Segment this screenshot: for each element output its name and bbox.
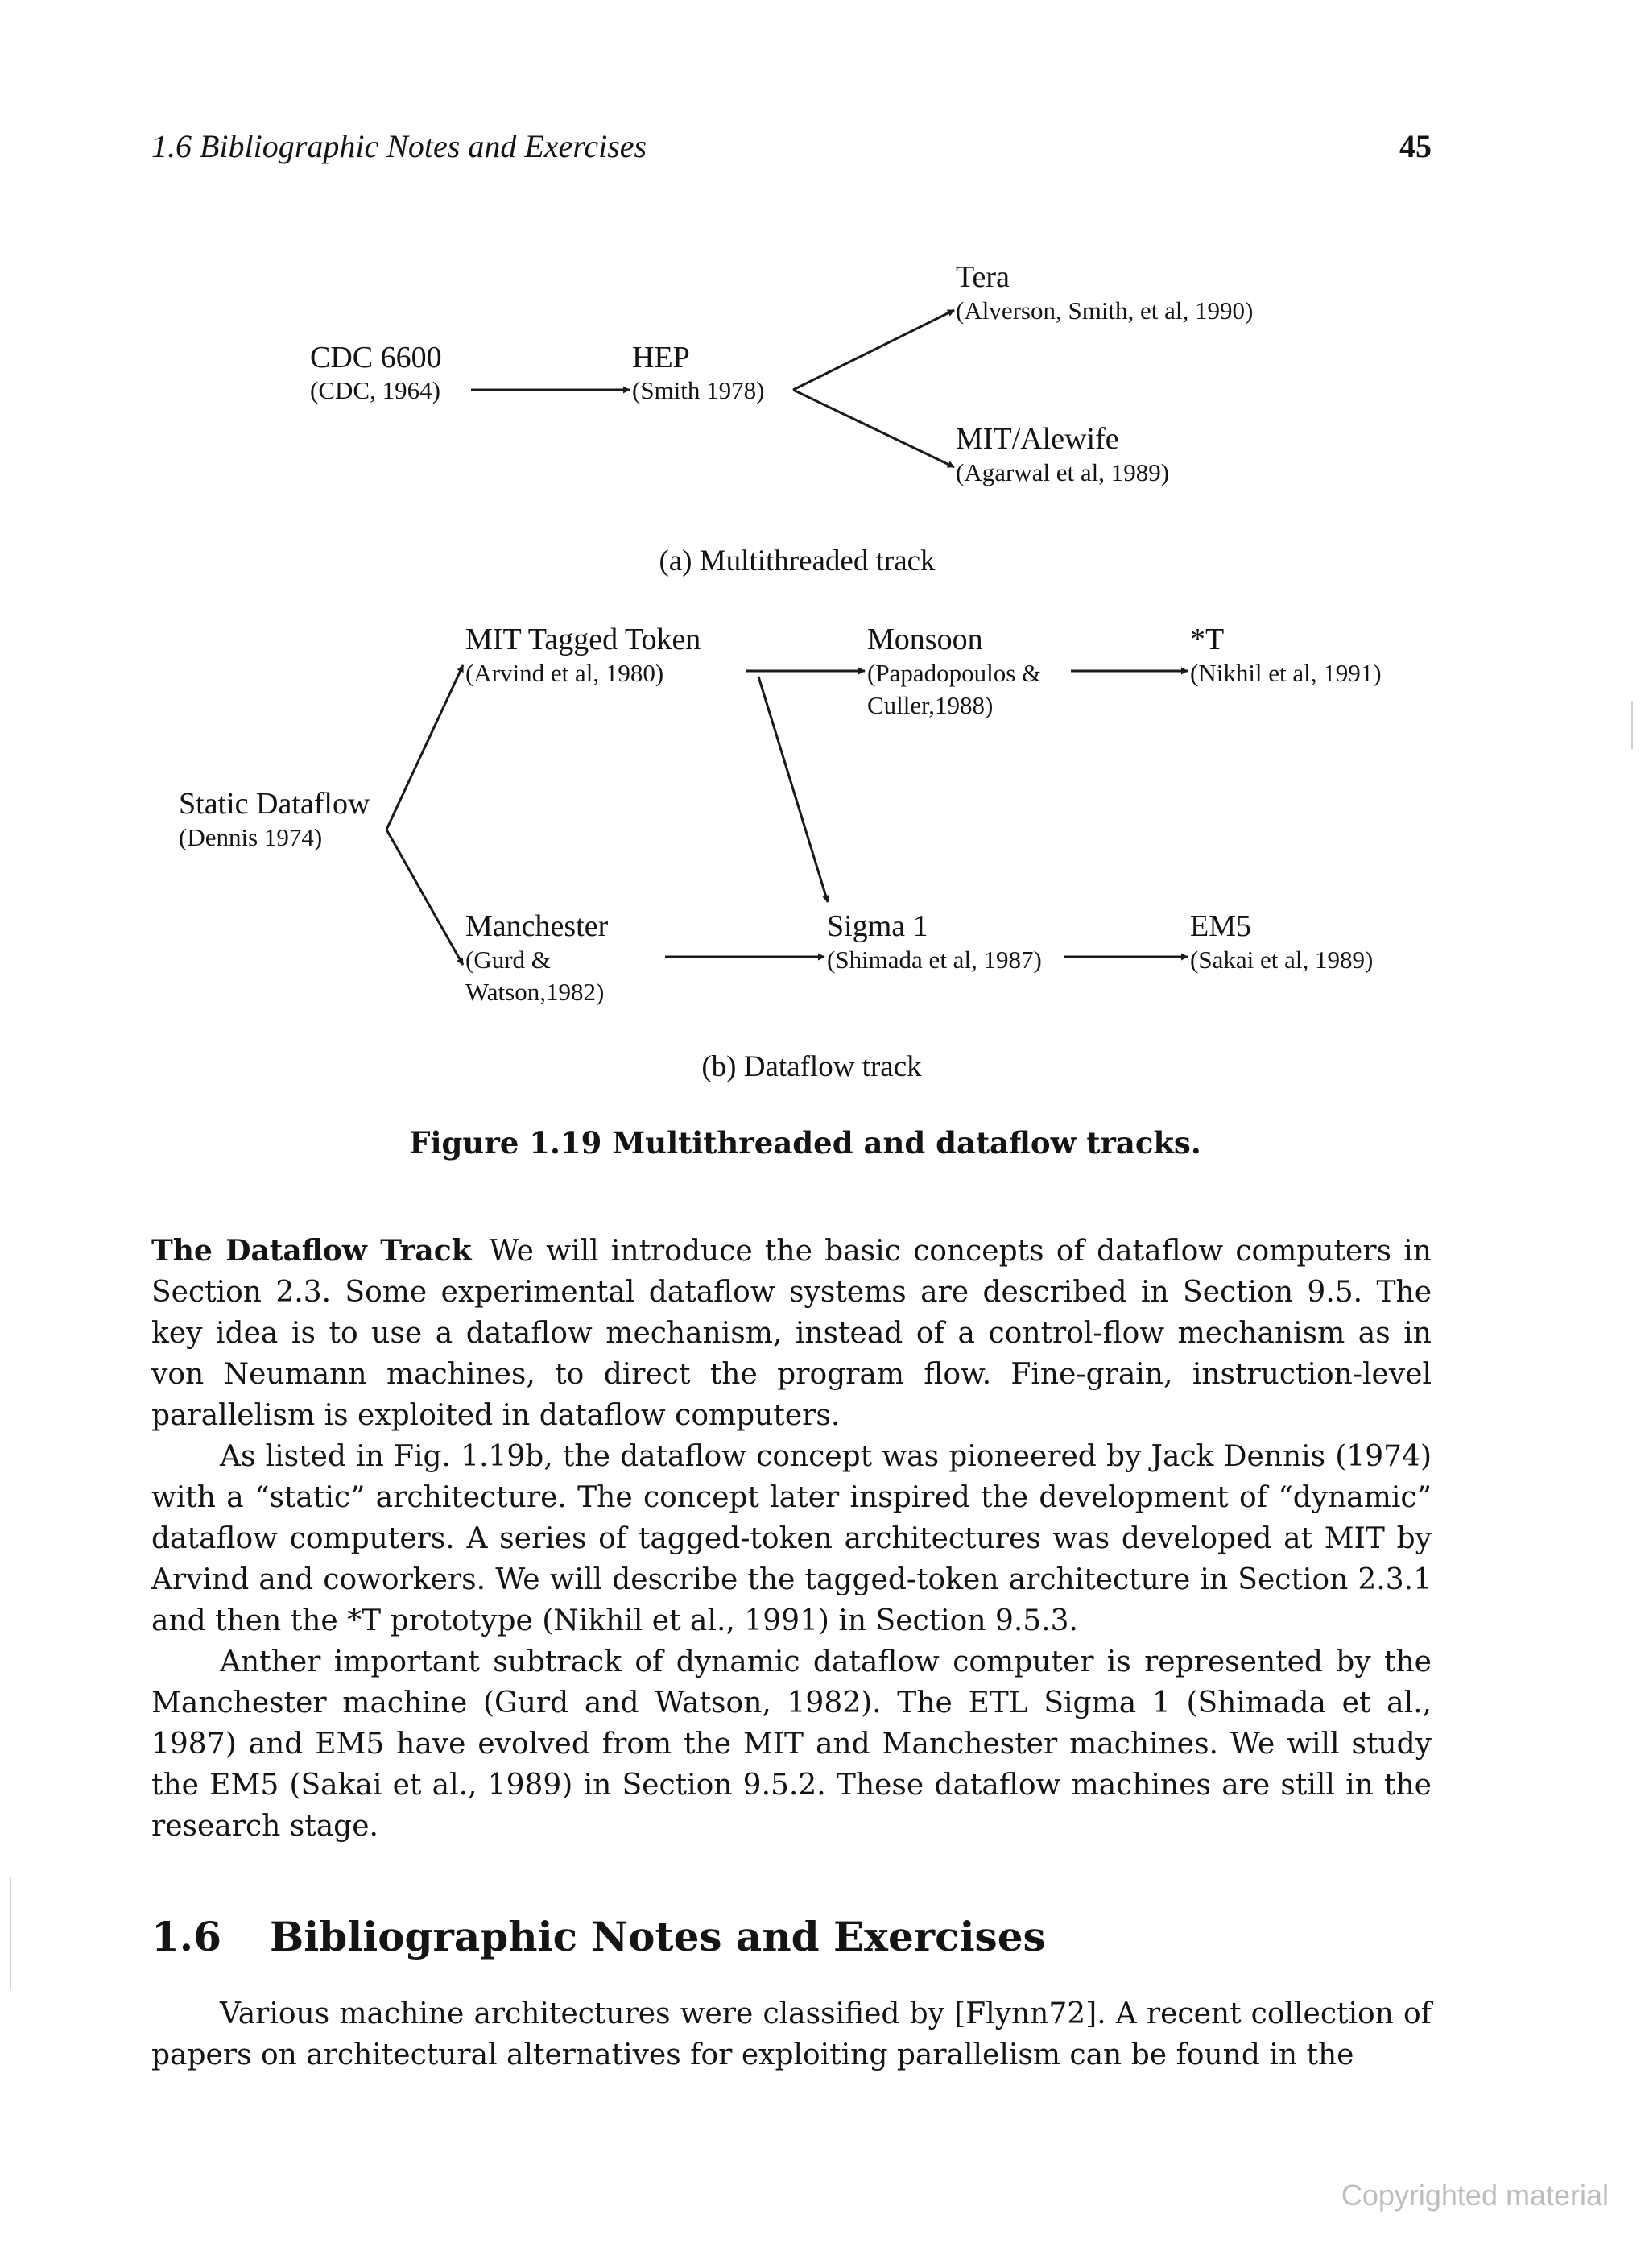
arrow-hep-to-tera bbox=[793, 310, 954, 390]
caption-dataflow: (b) Dataflow track bbox=[701, 1050, 922, 1083]
node-sigma1-cite: (Shimada et al, 1987) bbox=[827, 946, 1042, 974]
running-title: 1.6 Bibliographic Notes and Exercises bbox=[151, 128, 647, 164]
node-monsoon-cite-line1: (Papadopoulos & bbox=[867, 659, 1042, 687]
run-in-heading: The Dataflow Track bbox=[151, 1234, 472, 1268]
section-title: Bibliographic Notes and Exercises bbox=[270, 1913, 1046, 1960]
node-sigma1-name: Sigma 1 bbox=[827, 909, 928, 943]
margin-mark-right bbox=[1631, 701, 1633, 749]
node-star-t-cite: (Nikhil et al, 1991) bbox=[1190, 659, 1382, 687]
figure-caption: Figure 1.19 Multithreaded and dataflow tracks. bbox=[409, 1125, 1201, 1161]
node-manchester-cite-line2: Watson,1982) bbox=[465, 978, 605, 1006]
node-monsoon-cite-line2: Culler,1988) bbox=[867, 691, 994, 719]
node-alewife-name: MIT/Alewife bbox=[956, 422, 1119, 456]
paragraph-bibliographic-notes: Various machine architectures were classified by [Flynn72]. A recent collection of papers on architectural alternatives for exploiting parallelism can be found in the bbox=[151, 1997, 1432, 2071]
node-monsoon-name: Monsoon bbox=[867, 623, 983, 656]
node-star-t-name: *T bbox=[1190, 623, 1225, 656]
paragraph-dataflow-manchester: Anther important subtrack of dynamic dataflow computer is represented by the Manchester machine (Gurd and Watson, 1982). The ETL Sigma 1 (Shimada et al., 1987) and EM5 have evolved from the MIT and Manchester machines. We will study the EM5 (Sakai et al., 1989) in Section 9.5.2. These dataflow machines are still in the research stage. bbox=[151, 1645, 1432, 1843]
node-manchester-name: Manchester bbox=[465, 909, 609, 943]
section-number: 1.6 bbox=[151, 1913, 221, 1960]
node-manchester-cite-line1: (Gurd & bbox=[465, 946, 551, 974]
node-alewife-cite: (Agarwal et al, 1989) bbox=[956, 458, 1170, 486]
dataflow-track bbox=[179, 623, 1382, 1083]
page-number: 45 bbox=[1399, 128, 1432, 164]
margin-mark-left bbox=[10, 1877, 11, 1989]
node-tera-name: Tera bbox=[956, 260, 1010, 294]
node-em5-name: EM5 bbox=[1190, 909, 1251, 943]
arrow-mit-tagged-to-sigma1 bbox=[758, 677, 828, 902]
node-hep-name: HEP bbox=[632, 341, 690, 375]
node-mit-tagged-token-name: MIT Tagged Token bbox=[465, 623, 701, 656]
paragraph-dataflow-intro bbox=[151, 1231, 1432, 1436]
node-tera-cite: (Alverson, Smith, et al, 1990) bbox=[956, 296, 1254, 325]
copyright-watermark: Copyrighted material bbox=[1341, 2179, 1609, 2212]
arrow-hep-to-alewife bbox=[793, 390, 954, 467]
section-heading bbox=[151, 1913, 1432, 1960]
node-cdc6600-cite: (CDC, 1964) bbox=[310, 376, 440, 404]
node-mit-tagged-token-cite: (Arvind et al, 1980) bbox=[465, 659, 664, 687]
arrow-static-to-manchester bbox=[386, 830, 463, 965]
node-cdc6600-name: CDC 6600 bbox=[310, 341, 442, 375]
node-em5-cite: (Sakai et al, 1989) bbox=[1190, 946, 1374, 974]
node-hep-cite: (Smith 1978) bbox=[632, 376, 765, 404]
paragraph-dataflow-history: As listed in Fig. 1.19b, the dataflow concept was pioneered by Jack Dennis (1974) with a “static” architecture. The concept later inspired the development of “dynamic” dataflow computers. A series of tagged-token architectures was developed at MIT by Arvind and coworkers. We will describe the tagged-token architecture in Section 2.3.1 and then the *T prototype (Nikhil et al., 1991) in Section 9.5.3. bbox=[151, 1440, 1432, 1637]
multithreaded-track bbox=[310, 260, 1253, 577]
node-static-dataflow-name: Static Dataflow bbox=[179, 787, 370, 821]
dataflow-track-section bbox=[151, 1231, 1432, 1847]
arrow-static-to-mit-tagged bbox=[386, 665, 463, 830]
node-static-dataflow-cite: (Dennis 1974) bbox=[179, 823, 323, 851]
bibliographic-notes-section bbox=[151, 1993, 1432, 2076]
paragraph-dataflow-intro-text: We will introduce the basic concepts of dataflow computers in Section 2.3. Some experimental dataflow systems are described in Section 9.5. The key idea is to use a dataflow mechanism, instead of a control-flow mechanism as in von Neumann machines, to direct the program flow. Fine-grain, instruction-level parallelism is exploited in dataflow computers. bbox=[151, 1235, 1432, 1432]
caption-multithreaded: (a) Multithreaded track bbox=[659, 544, 936, 577]
